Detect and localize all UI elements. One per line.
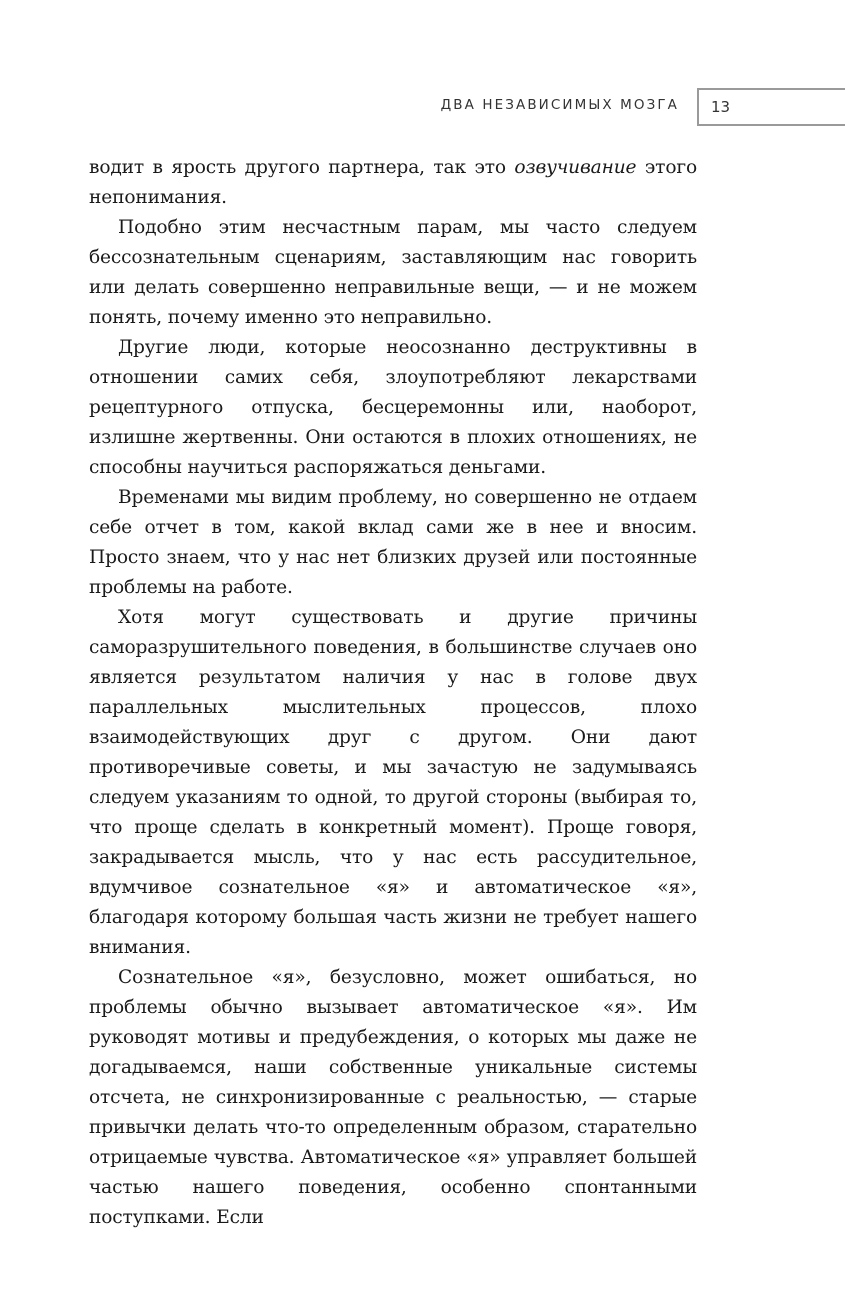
paragraph: Другие люди, которые неосознанно деструктивны в отношении самих себя, злоупотребляют лекарствами рецептурного отпуска, бесцеремонны или, наоборот, излишне жертвенны. Они остаются в плохих отношениях, не способны научиться распоряжаться деньгами. xyxy=(89,337,697,478)
paragraph: Временами мы видим проблему, но совершенно не отдаем себе отчет в том, какой вклад сами же в нее и вносим. Просто знаем, что у нас нет близких друзей или постоянные проблемы на работе. xyxy=(89,487,697,598)
paragraph-text: водит в ярость другого партнера, так это xyxy=(89,157,515,178)
page-number-box xyxy=(697,88,845,126)
chapter-title: ДВА НЕЗАВИСИМЫХ МОЗГА xyxy=(440,97,679,113)
running-header xyxy=(0,88,845,124)
paragraph: Сознательное «я», безусловно, может ошибаться, но проблемы обычно вызывает автоматическое «я». Им руководят мотивы и предубеждения, о которых мы даже не догадываемся, наши собственные уникальные системы отсчета, не синхронизированные с реальностью, — старые привычки делать что-то определенным образом, старательно отрицаемые чувства. Автоматическое «я» управляет большей частью нашего поведения, особенно спонтанными поступками. Если xyxy=(89,967,697,1228)
paragraph-continued xyxy=(89,153,697,213)
paragraph: Хотя могут существовать и другие причины саморазрушительного поведения, в большинстве случаев оно является результатом наличия у нас в голове двух параллельных мыслительных процессов, плохо взаимодействующих друг с другом. Они дают противоречивые советы, и мы зачастую не задумываясь следуем указаниям то одной, то другой стороны (выбирая то, что проще сделать в конкретный момент). Проще говоря, закрадывается мысль, что у нас есть рассудительное, вдумчивое сознательное «я» и автоматическое «я», благодаря которому большая часть жизни не требует нашего внимания. xyxy=(89,607,697,958)
page-number: 13 xyxy=(711,98,731,116)
emphasized-word: озвучивание xyxy=(514,157,637,178)
paragraph: Подобно этим несчастным парам, мы часто следуем бессознательным сценариям, заставляющим нас говорить или делать совершенно неправильные вещи, — и не можем понять, почему именно это неправильно. xyxy=(89,217,697,328)
paragraph-text: этого непонимания. xyxy=(89,157,697,208)
body-text xyxy=(89,153,697,1233)
